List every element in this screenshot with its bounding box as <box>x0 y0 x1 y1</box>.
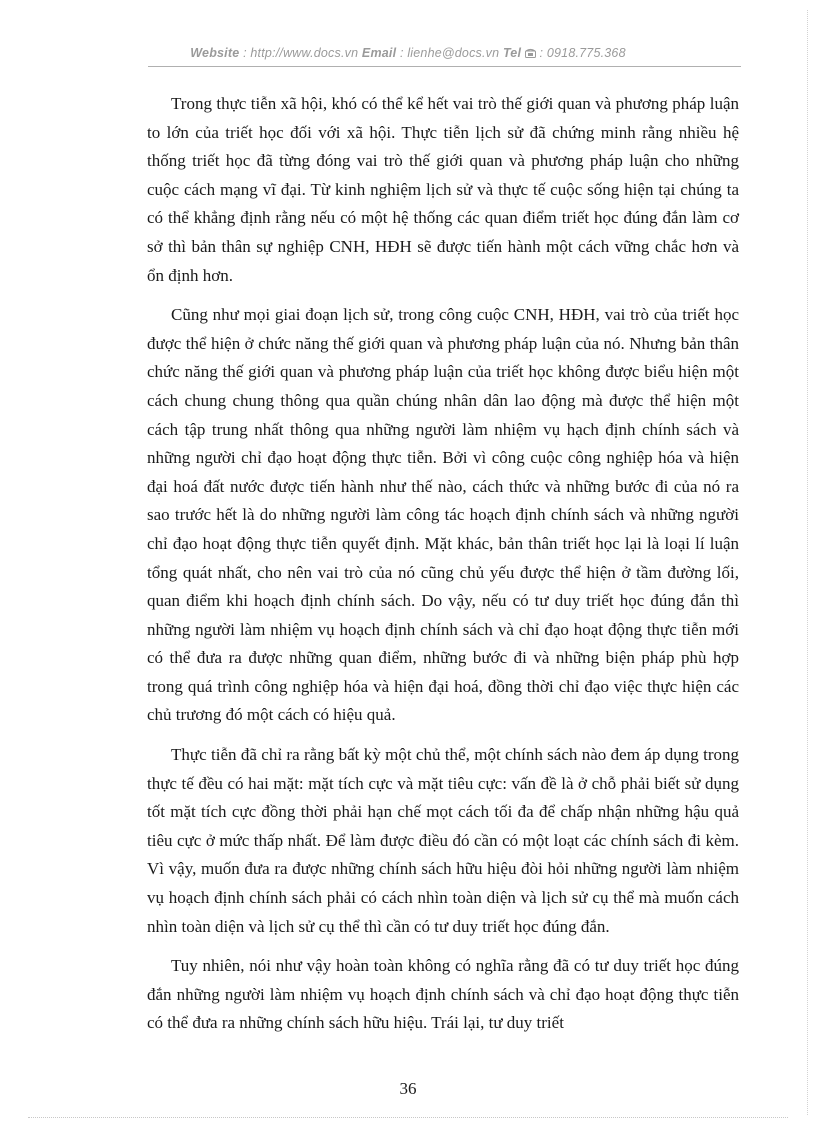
email-address[interactable]: : lienhe@docs.vn <box>399 46 500 60</box>
email-label: Email <box>361 46 397 60</box>
header-divider <box>148 66 741 67</box>
tel-label: Tel <box>502 46 522 60</box>
paragraph: Tuy nhiên, nói như vậy hoàn toàn không có nghĩa rằng đã có tư duy triết học đúng đắn những người làm nhiệm vụ hoạch định chính sách và chỉ đạo hoạt động thực tiễn có thể đưa ra những chính sách hữu hiệu. Trái lại, tư duy triết <box>147 956 739 1033</box>
page-bottom-border <box>28 1117 788 1118</box>
document-body <box>147 90 739 1049</box>
paragraph: Thực tiễn đã chỉ ra rằng bất kỳ một chủ thể, một chính sách nào đem áp dụng trong thực tế đều có hai mặt: mặt tích cực và mặt tiêu cực: vấn đề là ở chỗ phải biết sử dụng tốt mặt tích cực đồng thời phải hạn chế mọt cách tối đa để chấp nhận những hậu quả tiêu cực ở mức thấp nhất. Để làm được điều đó cần có một loạt các chính sách đi kèm. Vì vậy, muốn đưa ra được những chính sách hữu hiệu đòi hỏi những người làm nhiệm vụ hoạch định chính sách phải có cách nhìn toàn diện và lịch sử cụ thể mà muốn cách nhìn toàn diện và lịch sử cụ thể thì cần có tư duy triết học đúng đắn. <box>147 745 739 936</box>
page-number: 36 <box>399 1079 417 1098</box>
phone-icon <box>525 46 536 60</box>
paragraph: Trong thực tiễn xã hội, khó có thể kể hết vai trò thế giới quan và phương pháp luận to lớn của triết học đối với xã hội. Thực tiễn lịch sử đã chứng minh rằng nhiều hệ thống triết học đã từng đóng vai trò thế giới quan và phương pháp luận cho những cuộc cách mạng vĩ đại. Từ kinh nghiệm lịch sử và thực tế cuộc sống hiện tại chúng ta có thể khẳng định rằng nếu có một hệ thống các quan điểm triết học đúng đắn làm cơ sở thì bản thân sự nghiệp CNH, HĐH sẽ được tiến hành một cách vững chắc hơn và ổn định hơn. <box>147 94 739 285</box>
website-label: Website <box>190 46 240 60</box>
page-right-border <box>807 10 808 1115</box>
website-url[interactable]: : http://www.docs.vn <box>243 46 359 60</box>
paragraph: Cũng như mọi giai đoạn lịch sử, trong công cuộc CNH, HĐH, vai trò của triết học được thể hiện ở chức năng thế giới quan và phương pháp luận của nó. Nhưng bản thân chức năng thế giới quan và phương pháp luận của triết học không được biểu hiện một cách chung chung thông qua quần chúng nhân dân lao động mà được thể hiện một cách tập trung nhất thông qua những người làm nhiệm vụ hạch định chính sách và những người chỉ đạo hoạt động thực tiễn. Bởi vì công cuộc công nghiệp hóa và hiện đại hoá đất nước được tiến hành như thế nào, cách thức và những bước đi của nó ra sao trước hết là do những người làm công tác hoạch định chính sách và những người chỉ đạo hoạt động thực tiễn quyết định. Mặt khác, bản thân triết học lại là loại lí luận tổng quát nhất, cho nên vai trò của nó cũng chủ yếu được thể hiện ở tầm đường lối, quan điểm khi hoạch định chính sách. Do vậy, nếu có tư duy triết học đúng đắn thì những người làm nhiệm vụ hoạch định chính sách và chỉ đạo hoạt động thực tiễn mới có thể đưa ra được những quan điểm, những bước đi và những biện pháp phù hợp trong quá trình công nghiệp hóa và hiện đại hoá, đồng thời chỉ đạo việc thực hiện các chủ trương đó một cách có hiệu quả. <box>147 305 739 725</box>
tel-number: : 0918.775.368 <box>539 46 626 60</box>
page-header <box>0 46 816 60</box>
